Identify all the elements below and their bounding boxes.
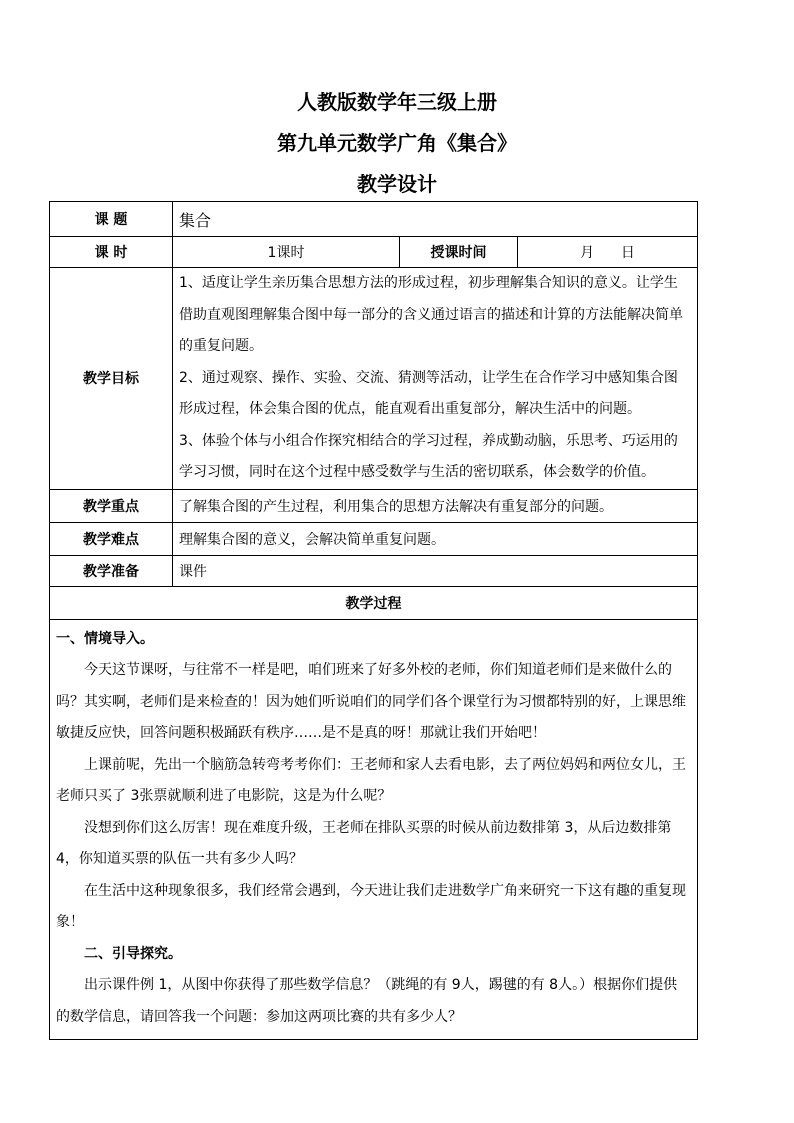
process-body-row xyxy=(50,619,698,1040)
preparation-row xyxy=(50,555,698,586)
key-points-label: 教学重点 xyxy=(50,489,173,522)
key-points-row xyxy=(50,489,698,522)
document-title: 人教版数学年三级上册 xyxy=(297,90,497,114)
goal-item: 3、体验个体与小组合作探究相结合的学习过程，养成勤动脑，乐思考、巧运用的学习习惯，同时在这个过程中感受数学与生活的密切联系，体会数学的价值。 xyxy=(179,432,678,480)
goal-item: 2、通过观察、操作、实验、交流、猜测等活动，让学生在合作学习中感知集合图形成过程，体会集合图的优点，能直观看出重复部分，解决生活中的问题。 xyxy=(179,369,678,417)
date-value: 月 日 xyxy=(518,237,698,268)
paragraph: 没想到你们这么厉害！现在难度升级，王老师在排队买票的时候从前边数排第 3，从后边数排第 4，你知道买票的队伍一共有多少人吗？ xyxy=(56,819,672,867)
topic-value: 集合 xyxy=(173,202,698,237)
unit-title: 第九单元数学广角《集合》 xyxy=(277,131,517,155)
date-label: 授课时间 xyxy=(400,237,518,268)
paragraph: 在生活中这种现象很多，我们经常会遇到，今天进让我们走进数学广角来研究一下这有趣的重复现象！ xyxy=(56,882,686,930)
paragraph: 今天这节课呀，与往常不一样是吧，咱们班来了好多外校的老师，你们知道老师们是来做什么的吗？其实啊，老师们是来检查的！因为她们听说咱们的同学们各个课堂行为习惯都特别的好，上课思维敏捷反应快，回答问题积极踊跃有秩序……是不是真的呀！那就让我们开始吧！ xyxy=(56,662,686,741)
period-value: 1课时 xyxy=(173,237,400,268)
difficulty-label: 教学难点 xyxy=(50,522,173,555)
goals-row xyxy=(50,268,698,490)
design-title: 教学设计 xyxy=(357,172,437,196)
paragraph: 出示课件例 1，从图中你获得了那些数学信息？（跳绳的有 9人，踢毽的有 8人。）根据你们提供的数学信息，请回答我一个问题：参加这两项比赛的共有多少人？ xyxy=(56,977,678,1025)
process-content xyxy=(50,619,698,1040)
paragraph: 上课前呢，先出一个脑筋急转弯考考你们：王老师和家人去看电影，去了两位妈妈和两位女儿，王老师只买了 3张票就顺利进了电影院，这是为什么呢？ xyxy=(56,756,686,804)
process-label: 教学过程 xyxy=(50,586,698,619)
preparation-value: 课件 xyxy=(173,555,698,586)
difficulty-value: 理解集合图的意义，会解决简单重复问题。 xyxy=(173,522,698,555)
process-header-row xyxy=(50,586,698,619)
difficulty-row xyxy=(50,522,698,555)
lesson-plan-table xyxy=(49,201,698,1040)
goals-content xyxy=(173,268,698,490)
section-heading: 二、引导探究。 xyxy=(84,945,182,962)
period-label: 课 时 xyxy=(50,237,173,268)
goal-item: 1、适度让学生亲历集合思想方法的形成过程，初步理解集合知识的意义。让学生借助直观图理解集合图中每一部分的含义通过语言的描述和计算的方法能解决简单的重复问题。 xyxy=(179,275,683,354)
topic-label: 课 题 xyxy=(50,202,173,237)
period-row xyxy=(50,237,698,268)
topic-row xyxy=(50,202,698,237)
section-heading: 一、情境导入。 xyxy=(56,630,154,647)
goals-label: 教学目标 xyxy=(50,268,173,490)
key-points-value: 了解集合图的产生过程，利用集合的思想方法解决有重复部分的问题。 xyxy=(173,489,698,522)
preparation-label: 教学准备 xyxy=(50,555,173,586)
